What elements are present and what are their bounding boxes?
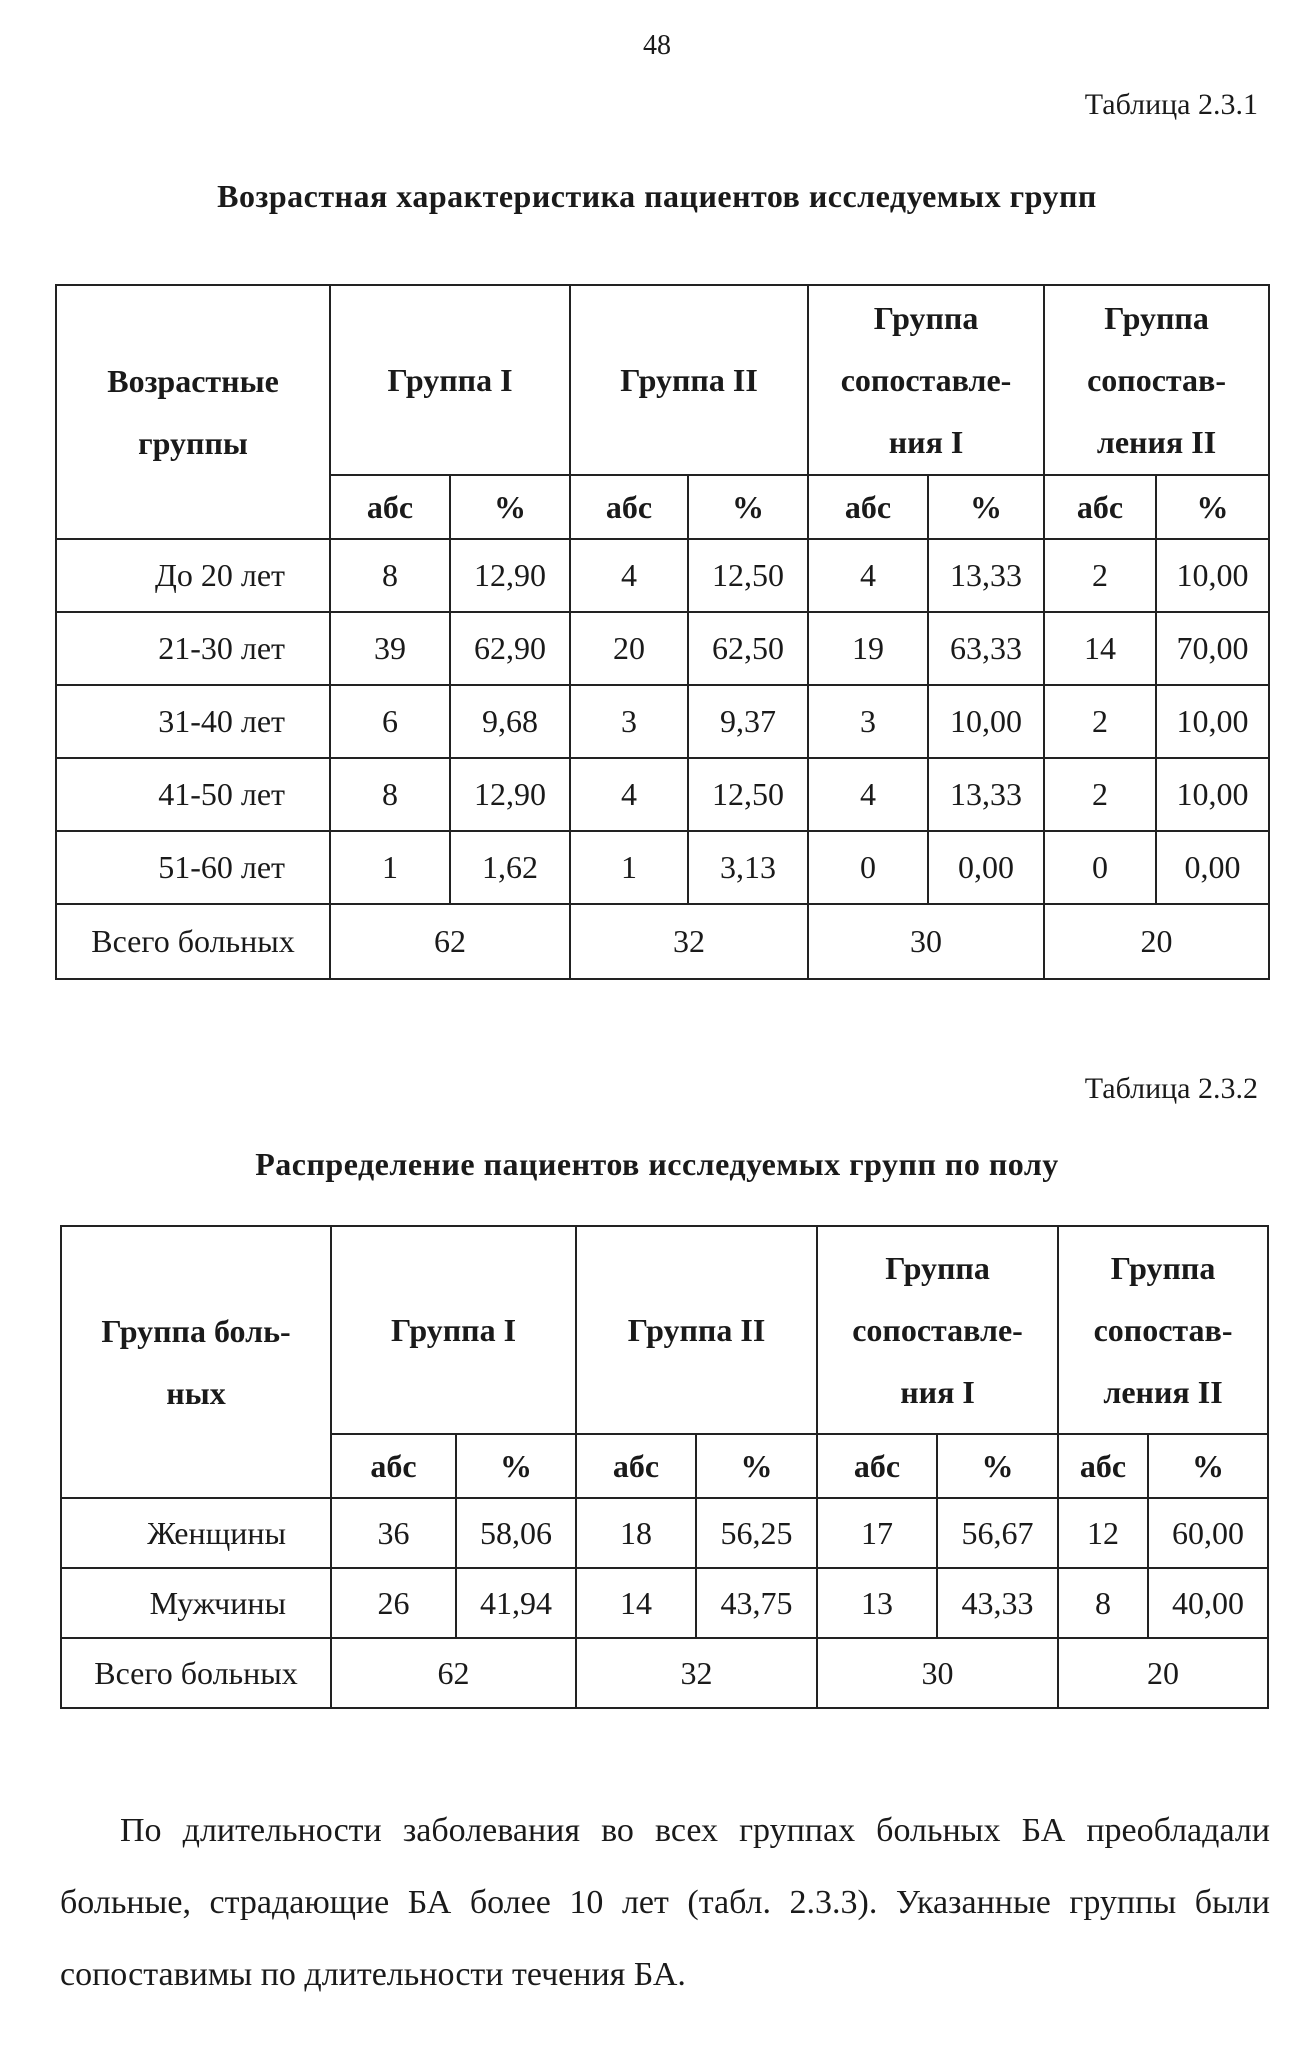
table2-total-cell: 62 — [331, 1638, 576, 1708]
table1-cell: 2 — [1044, 758, 1156, 831]
table2-group-header — [817, 1226, 1058, 1434]
table1-row-header: Возрастные группы — [56, 285, 330, 539]
table1-total-cell: 20 — [1044, 904, 1269, 979]
table2-sub-abs: абс — [817, 1434, 937, 1498]
table1-sub-pct: % — [928, 475, 1044, 539]
table2-title: Распределение пациентов исследуемых групп по полу — [255, 1146, 1059, 1182]
table1-row — [56, 758, 1269, 831]
table1-sub-abs: абс — [1044, 475, 1156, 539]
table1-total-label: Всего больных — [56, 904, 330, 979]
table1-row-label: 31-40 лет — [56, 685, 330, 758]
table2-group-label: Группа — [1110, 1250, 1216, 1286]
table1-cell: 10,00 — [1156, 539, 1269, 612]
table1-title: Возрастная характеристика пациентов исследуемых групп — [217, 178, 1097, 214]
table1-cell: 12,90 — [450, 539, 570, 612]
table2-group-label: ления II — [1103, 1374, 1223, 1410]
table2-cell: 8 — [1058, 1568, 1148, 1638]
table1-total-cell: 30 — [808, 904, 1044, 979]
table2-total-row — [61, 1638, 1268, 1708]
table2-row — [61, 1568, 1268, 1638]
table1-group-header — [808, 285, 1044, 475]
table1-cell: 0,00 — [1156, 831, 1269, 904]
table2-group-header — [331, 1226, 576, 1434]
table1-cell: 63,33 — [928, 612, 1044, 685]
table1-cell: 2 — [1044, 539, 1156, 612]
table1-sub-pct: % — [450, 475, 570, 539]
table2-cell: 17 — [817, 1498, 937, 1568]
table2-group-header — [1058, 1226, 1268, 1434]
table1-sub-pct: % — [1156, 475, 1269, 539]
table1-cell: 8 — [330, 758, 450, 831]
table2-row-label: Женщины — [61, 1498, 331, 1568]
table1-cell: 12,50 — [688, 758, 808, 831]
table1-row — [56, 539, 1269, 612]
table2-row-label: Мужчины — [61, 1568, 331, 1638]
table1-total-cell: 62 — [330, 904, 570, 979]
table2-sub-pct: % — [937, 1434, 1058, 1498]
table1-cell: 1,62 — [450, 831, 570, 904]
table1-cell: 2 — [1044, 685, 1156, 758]
table1-row — [56, 612, 1269, 685]
table1-cell: 3 — [808, 685, 928, 758]
table1-cell: 12,50 — [688, 539, 808, 612]
table1-cell: 3 — [570, 685, 688, 758]
table2-total-cell: 20 — [1058, 1638, 1268, 1708]
table1-cell: 70,00 — [1156, 612, 1269, 685]
table2-cell: 26 — [331, 1568, 456, 1638]
table1-cell: 9,37 — [688, 685, 808, 758]
table2-cell: 41,94 — [456, 1568, 576, 1638]
table2-group-label: ния I — [900, 1374, 975, 1410]
table2-cell: 43,33 — [937, 1568, 1058, 1638]
table2-cell: 18 — [576, 1498, 696, 1568]
table1-group-header — [330, 285, 570, 475]
table1-total-cell: 32 — [570, 904, 808, 979]
table2-sub-abs: абс — [1058, 1434, 1148, 1498]
table1-label: Таблица 2.3.1 — [1084, 88, 1258, 121]
table1-cell: 1 — [330, 831, 450, 904]
table2-sub-pct: % — [1148, 1434, 1268, 1498]
table1-cell: 4 — [570, 539, 688, 612]
table2-row — [61, 1498, 1268, 1568]
table1-total-row — [56, 904, 1269, 979]
table2-row-header-label: ных — [166, 1375, 226, 1411]
table2-row-header — [61, 1226, 331, 1498]
table2-cell: 56,67 — [937, 1498, 1058, 1568]
table1-cell: 9,68 — [450, 685, 570, 758]
table2-cell: 12 — [1058, 1498, 1148, 1568]
body-paragraph — [60, 1795, 1270, 2011]
table2-total-cell: 30 — [817, 1638, 1058, 1708]
table2-row-header-label: Группа боль- — [101, 1313, 291, 1349]
page-number: 48 — [643, 30, 671, 61]
table1-cell: 0 — [1044, 831, 1156, 904]
table2-cell: 36 — [331, 1498, 456, 1568]
table1-cell: 10,00 — [928, 685, 1044, 758]
table1-cell: 13,33 — [928, 539, 1044, 612]
table2-label: Таблица 2.3.2 — [1084, 1072, 1258, 1105]
table1-cell: 4 — [808, 539, 928, 612]
table2-sub-pct: % — [456, 1434, 576, 1498]
age-table — [55, 284, 1270, 980]
table2-group-label: сопоставле- — [852, 1312, 1023, 1348]
table1-cell: 0,00 — [928, 831, 1044, 904]
table1-row-label: 21-30 лет — [56, 612, 330, 685]
table2-sub-pct: % — [696, 1434, 817, 1498]
table2-sub-abs: абс — [576, 1434, 696, 1498]
table2-cell: 13 — [817, 1568, 937, 1638]
table1-group-header — [570, 285, 808, 475]
table1-cell: 0 — [808, 831, 928, 904]
table1-group-label: Группа I — [387, 362, 513, 398]
table2-cell: 60,00 — [1148, 1498, 1268, 1568]
table2-cell: 43,75 — [696, 1568, 817, 1638]
table2-group-label: Группа — [885, 1250, 990, 1286]
table1-sub-abs: абс — [330, 475, 450, 539]
table1-group-header — [1044, 285, 1269, 475]
table1-group-label: Группа — [873, 300, 979, 336]
table2-group-header — [576, 1226, 817, 1434]
table1-sub-pct: % — [688, 475, 808, 539]
table1-cell: 10,00 — [1156, 758, 1269, 831]
table1-cell: 8 — [330, 539, 450, 612]
table1-row-label: 41-50 лет — [56, 758, 330, 831]
table2-group-label: Группа I — [390, 1312, 517, 1348]
gender-table — [60, 1225, 1269, 1709]
table2-cell: 14 — [576, 1568, 696, 1638]
table1-cell: 62,50 — [688, 612, 808, 685]
table1-cell: 14 — [1044, 612, 1156, 685]
table1-cell: 13,33 — [928, 758, 1044, 831]
table1-cell: 1 — [570, 831, 688, 904]
table1-cell: 19 — [808, 612, 928, 685]
table1-cell: 62,90 — [450, 612, 570, 685]
table1-group-label: сопоставле- — [840, 362, 1012, 398]
table1-cell: 10,00 — [1156, 685, 1269, 758]
table2-total-label: Всего больных — [61, 1638, 331, 1708]
table1-cell: 20 — [570, 612, 688, 685]
table2-group-label: Группа II — [627, 1312, 766, 1348]
table1-row-label: 51-60 лет — [56, 831, 330, 904]
table1-cell: 6 — [330, 685, 450, 758]
table1-row — [56, 685, 1269, 758]
table1-group-label: Группа — [1104, 300, 1209, 336]
table1-cell: 39 — [330, 612, 450, 685]
table1-sub-abs: абс — [808, 475, 928, 539]
table2-cell: 40,00 — [1148, 1568, 1268, 1638]
table1-group-label: ления II — [1096, 424, 1217, 460]
table1-cell: 3,13 — [688, 831, 808, 904]
table1-row-label: До 20 лет — [56, 539, 330, 612]
table1-group-label: ния I — [888, 424, 964, 460]
table1-group-label: Группа II — [620, 362, 758, 398]
table1-sub-abs: абс — [570, 475, 688, 539]
table2-sub-abs: абс — [331, 1434, 456, 1498]
table2-total-cell: 32 — [576, 1638, 817, 1708]
table1-group-label: сопостав- — [1087, 362, 1226, 398]
table1-cell: 12,90 — [450, 758, 570, 831]
paragraph-text: По длительности заболевания во всех группах больных БА преобладали больные, страдающие БА более 10 лет (табл. 2.3.3). Указанные группы были сопоставимы по длительности течения БА. — [60, 1812, 1270, 1993]
table2-cell: 58,06 — [456, 1498, 576, 1568]
table2-cell: 56,25 — [696, 1498, 817, 1568]
table1-cell: 4 — [570, 758, 688, 831]
table1-cell: 4 — [808, 758, 928, 831]
table2-group-label: сопостав- — [1093, 1312, 1233, 1348]
table1-row — [56, 831, 1269, 904]
